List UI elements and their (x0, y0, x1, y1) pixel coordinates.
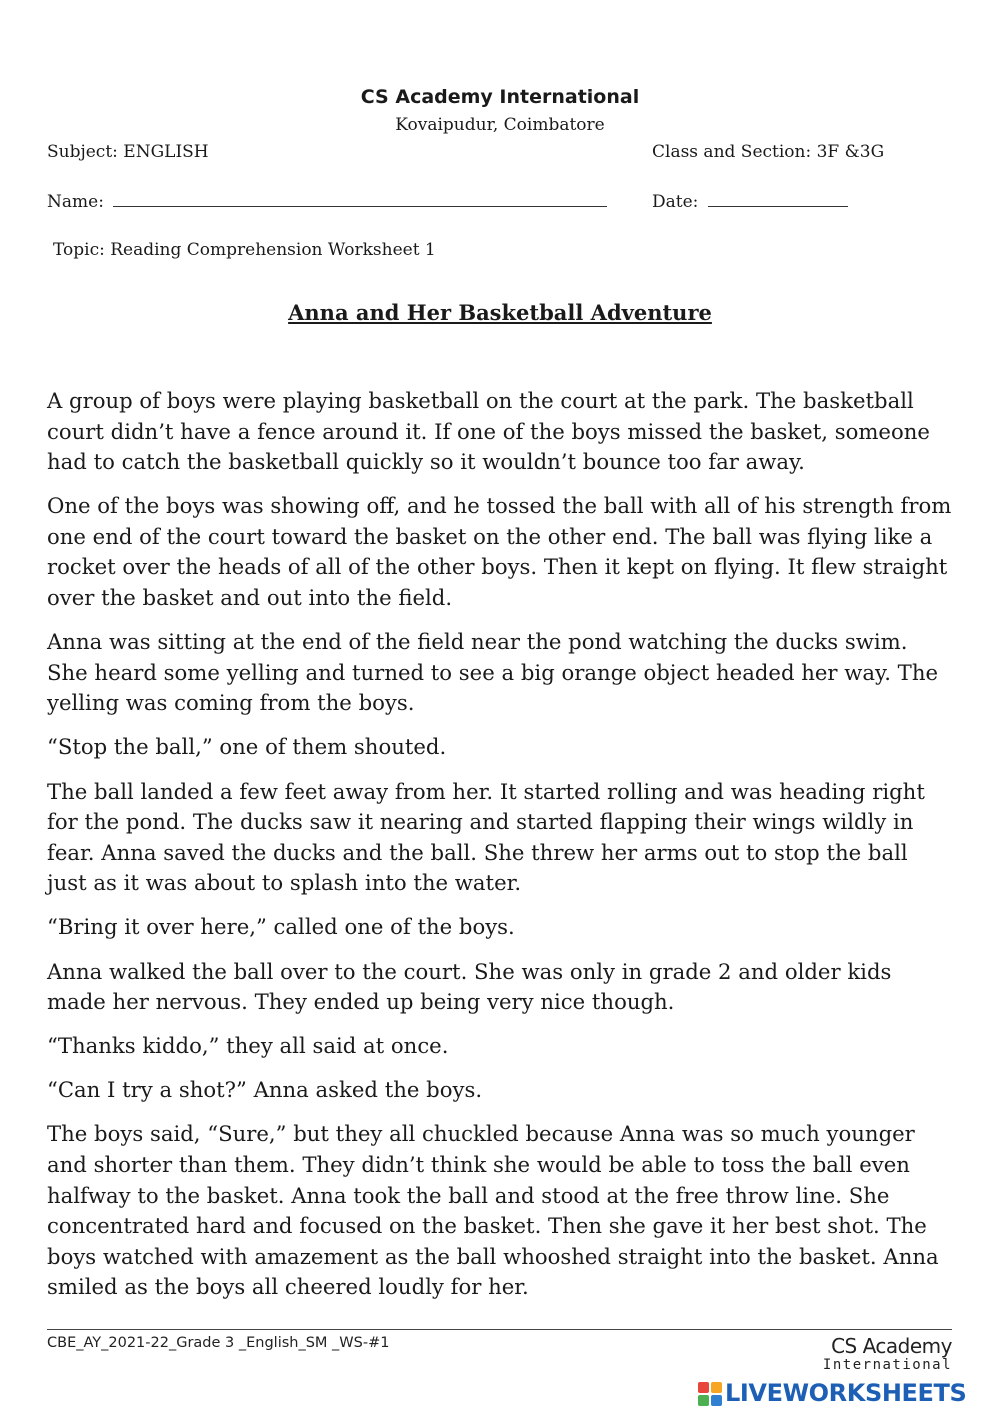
story-paragraph: “Bring it over here,” called one of the boys. (47, 914, 515, 940)
story-paragraph: The ball landed a few feet away from her. It started rolling and was heading right for the pond. The ducks saw it nearing and started flapping their wings wildly in fear. Anna saved the ducks and the ball. She threw her arms out to stop the ball just as it was about to splash into the water. (47, 778, 925, 896)
story-paragraph: “Can I try a shot?” Anna asked the boys. (47, 1077, 483, 1103)
story-paragraph: The boys said, “Sure,” but they all chuckled because Anna was so much younger and shorter than them. They didn’t think she would be able to toss the ball even halfway to the basket. Anna took the ball and stood at the free throw line. She concentrated hard and focused on the basket. Then she gave it her best shot. The boys watched with amazement as the ball whooshed straight into the basket. Anna smiled as the boys all cheered loudly for her. (47, 1121, 939, 1300)
liveworksheets-watermark[interactable] (698, 1380, 994, 1410)
footer-document-code: CBE_AY_2021-22_Grade 3 _English_SM _WS-#1 (47, 1335, 390, 1351)
story-paragraph: Anna was sitting at the end of the field near the pond watching the ducks swim. She heard some yelling and turned to see a big orange object headed her way. The yelling was coming from the boys. (47, 629, 939, 716)
liveworksheets-text: LIVEWORKSHEETS (725, 1379, 967, 1407)
topic-label: Topic: Reading Comprehension Worksheet 1 (53, 240, 436, 260)
name-label: Name: (47, 192, 104, 212)
name-field[interactable] (113, 190, 607, 207)
story-paragraph: One of the boys was showing off, and he tossed the ball with all of his strength from one end of the court toward the basket on the other end. The ball was flying like a rocket over the heads of all of the other boys. Then it kept on flying. It flew straight over the basket and out into the field. (47, 493, 952, 611)
story-title: Anna and Her Basketball Adventure (288, 300, 712, 325)
story-paragraph: A group of boys were playing basketball on the court at the park. The basketball court didn’t have a fence around it. If one of the boys missed the basket, someone had to catch the basketball quickly so it wouldn’t bounce too far away. (47, 388, 930, 475)
logo-square-orange (711, 1382, 722, 1393)
date-label: Date: (652, 192, 699, 212)
date-row (652, 190, 848, 212)
subject-label: Subject: ENGLISH (47, 142, 209, 162)
liveworksheets-logo-icon (698, 1382, 722, 1406)
story-body (47, 386, 952, 1316)
logo-square-green (698, 1395, 709, 1406)
story-paragraph: “Stop the ball,” one of them shouted. (47, 734, 447, 760)
school-location: Kovaipudur, Coimbatore (395, 115, 605, 135)
story-paragraph: “Thanks kiddo,” they all said at once. (47, 1033, 449, 1059)
name-row (47, 190, 607, 212)
footer-divider (47, 1329, 952, 1330)
school-name: CS Academy International (360, 86, 640, 108)
logo-square-red (698, 1382, 709, 1393)
logo-square-blue (711, 1395, 722, 1406)
footer-logo-main: CS Academy (831, 1334, 952, 1358)
date-field[interactable] (708, 190, 848, 207)
class-section-label: Class and Section: 3F &3G (652, 142, 885, 162)
footer-logo-sub: International (822, 1357, 952, 1373)
story-paragraph: Anna walked the ball over to the court. She was only in grade 2 and older kids made her nervous. They ended up being very nice though. (47, 958, 892, 1015)
